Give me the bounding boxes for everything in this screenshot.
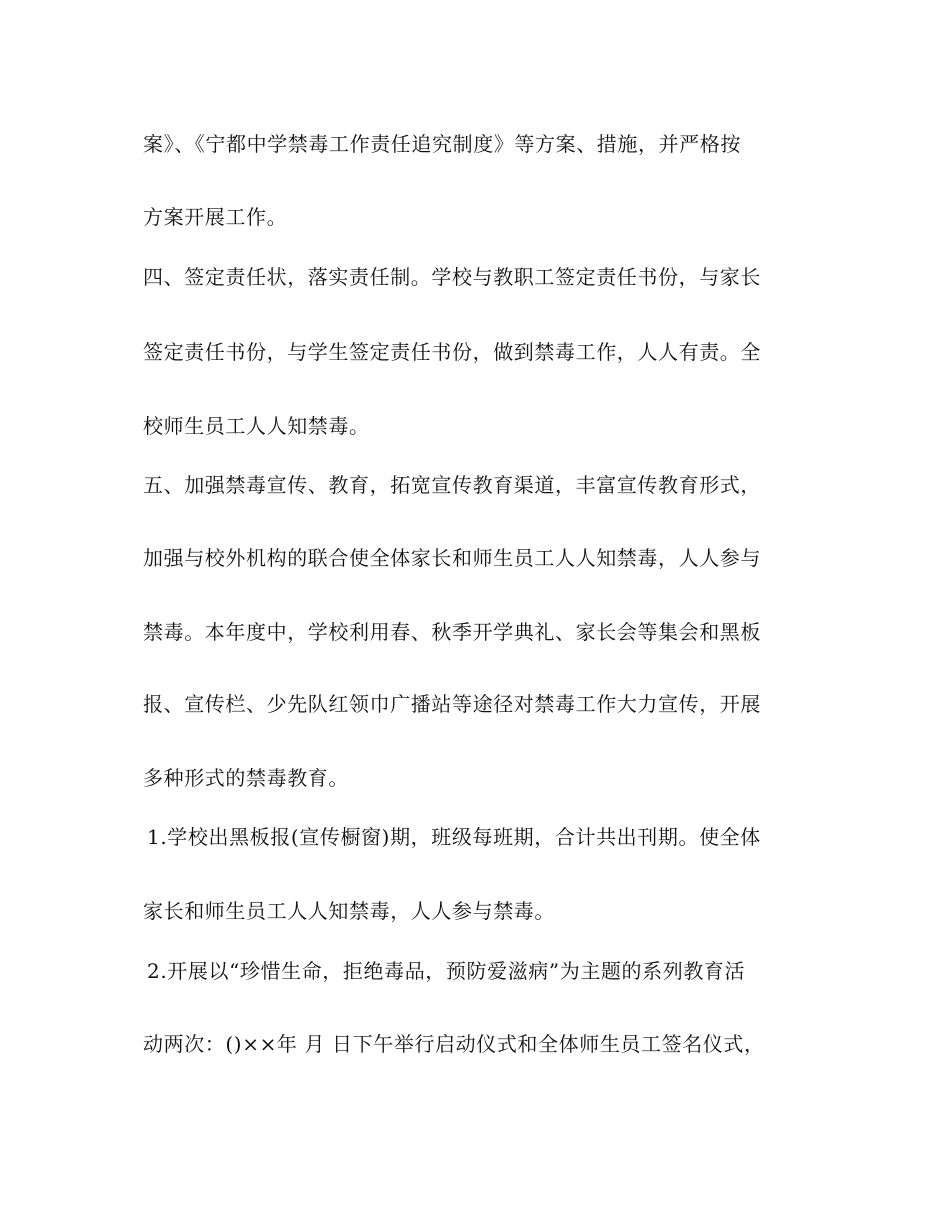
text-line: 报、宣传栏、少先队红领巾广播站等途径对禁毒工作大力宣传，开展	[143, 692, 761, 716]
text-line: 五、加强禁毒宣传、教育，拓宽宣传教育渠道，丰富宣传教育形式，	[143, 473, 761, 497]
text-line: 动两次：()××年 月 日下午举行启动仪式和全体师生员工签名仪式，	[143, 1032, 765, 1056]
text-line: 禁毒。本年度中，学校利用春、秋季开学典礼、家长会等集会和黑板	[143, 620, 761, 644]
text-line: 四、签定责任状，落实责任制。学校与教职工签定责任书份，与家长	[143, 265, 761, 289]
text-line: 案》、《宁都中学禁毒工作责任追究制度》等方案、措施，并严格按	[143, 132, 741, 156]
text-line: 校师生员工人人知禁毒。	[143, 414, 370, 438]
list-item-2: 2.开展以“珍惜生命，拒绝毒品，预防爱滋病”为主题的系列教育活	[147, 959, 746, 983]
text-line: 家长和师生员工人人知禁毒，人人参与禁毒。	[143, 899, 555, 923]
list-item-1: 1.学校出黑板报(宣传橱窗)期，班级每班期，合计共出刊期。使全体	[147, 825, 761, 849]
text-line: 方案开展工作。	[143, 205, 288, 229]
text-line: 加强与校外机构的联合使全体家长和师生员工人人知禁毒，人人参与	[143, 546, 761, 570]
text-line: 签定责任书份，与学生签定责任书份，做到禁毒工作，人人有责。全	[143, 340, 761, 364]
text-line: 多种形式的禁毒教育。	[143, 766, 349, 790]
